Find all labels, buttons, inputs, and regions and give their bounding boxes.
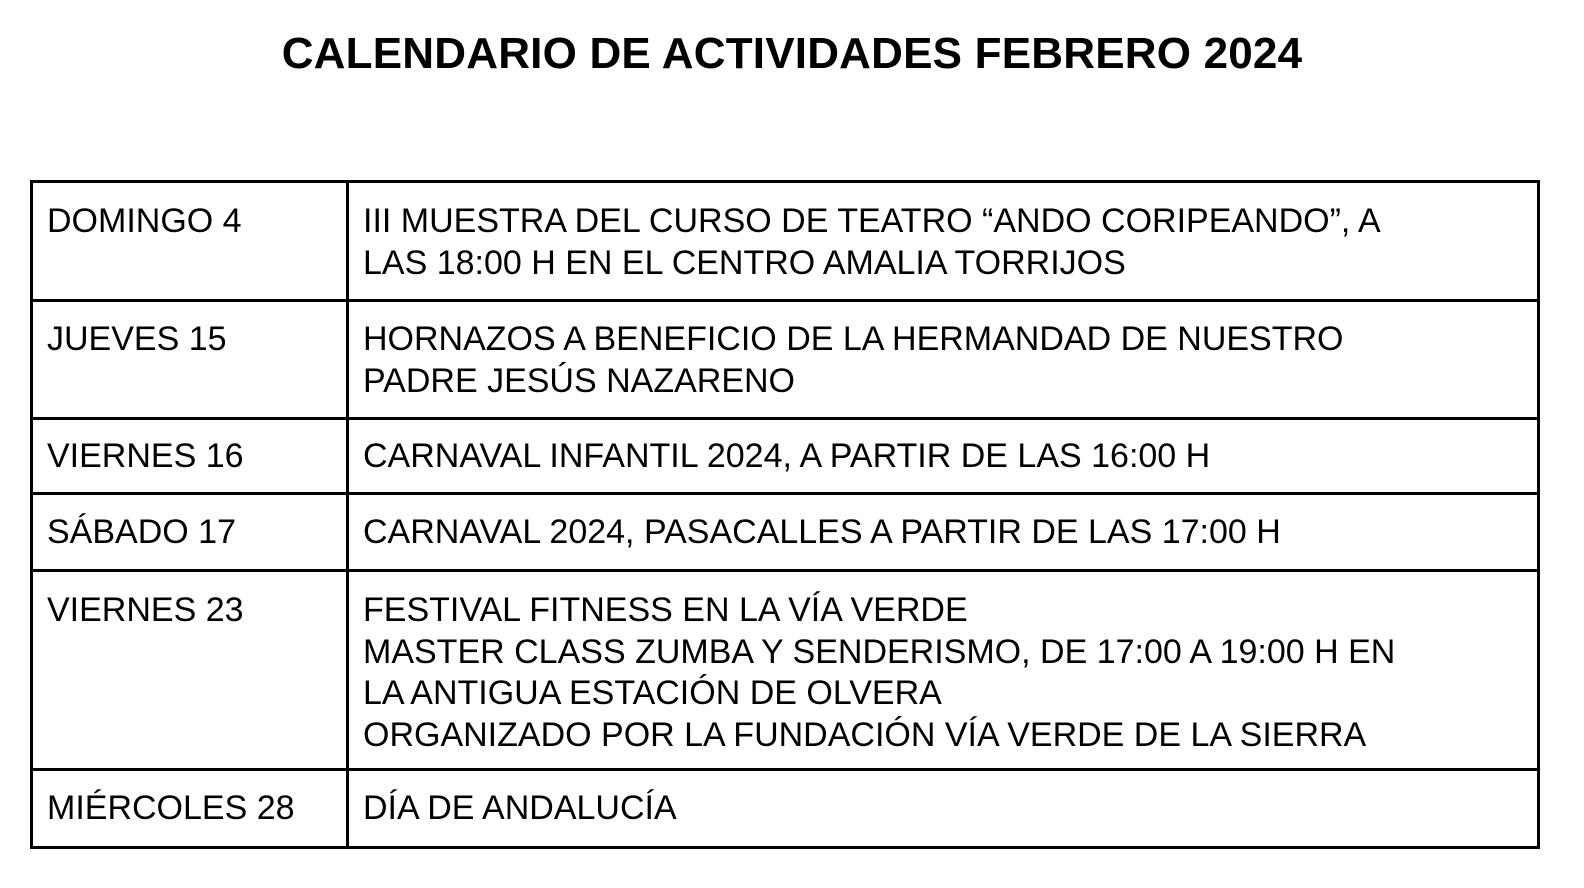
activity-line: LA ANTIGUA ESTACIÓN DE OLVERA [363,674,942,712]
day-cell: VIERNES 16 [32,419,348,494]
activity-line: PADRE JESÚS NAZARENO [363,361,796,400]
activity-line: FESTIVAL FITNESS EN LA VÍA VERDE [363,591,968,629]
activity-cell [348,494,1539,571]
table-row [32,301,1539,419]
activity-line: ORGANIZADO POR LA FUNDACIÓN VÍA VERDE DE LA SIERRA [363,715,1367,754]
activities-table [30,180,1540,849]
table-row [32,770,1539,848]
activity-line: DÍA DE ANDALUCÍA [363,789,677,827]
activity-cell [348,419,1539,494]
activity-cell [348,301,1539,419]
activity-line: HORNAZOS A BENEFICIO DE LA HERMANDAD DE NUESTRO [363,320,1344,358]
activity-cell [348,182,1539,301]
activity-line: III MUESTRA DEL CURSO DE TEATRO “ANDO CORIPEANDO”, A [363,202,1381,240]
activity-line: MASTER CLASS ZUMBA Y SENDERISMO, DE 17:00 A 19:00 H EN [363,632,1396,671]
day-cell: DOMINGO 4 [32,182,348,301]
table-row [32,182,1539,301]
day-cell: SÁBADO 17 [32,494,348,571]
activity-cell [348,770,1539,848]
day-cell: MIÉRCOLES 28 [32,770,348,848]
activity-line: CARNAVAL INFANTIL 2024, A PARTIR DE LAS 16:00 H [363,437,1211,475]
activity-line: LAS 18:00 H EN EL CENTRO AMALIA TORRIJOS [363,243,1126,282]
table-row [32,571,1539,770]
page-title: CALENDARIO DE ACTIVIDADES FEBRERO 2024 [281,29,1303,78]
day-cell: JUEVES 15 [32,301,348,419]
activity-line: CARNAVAL 2024, PASACALLES A PARTIR DE LAS 17:00 H [363,513,1281,551]
day-cell: VIERNES 23 [32,571,348,770]
table-row [32,494,1539,571]
activity-cell [348,571,1539,770]
table-row [32,419,1539,494]
